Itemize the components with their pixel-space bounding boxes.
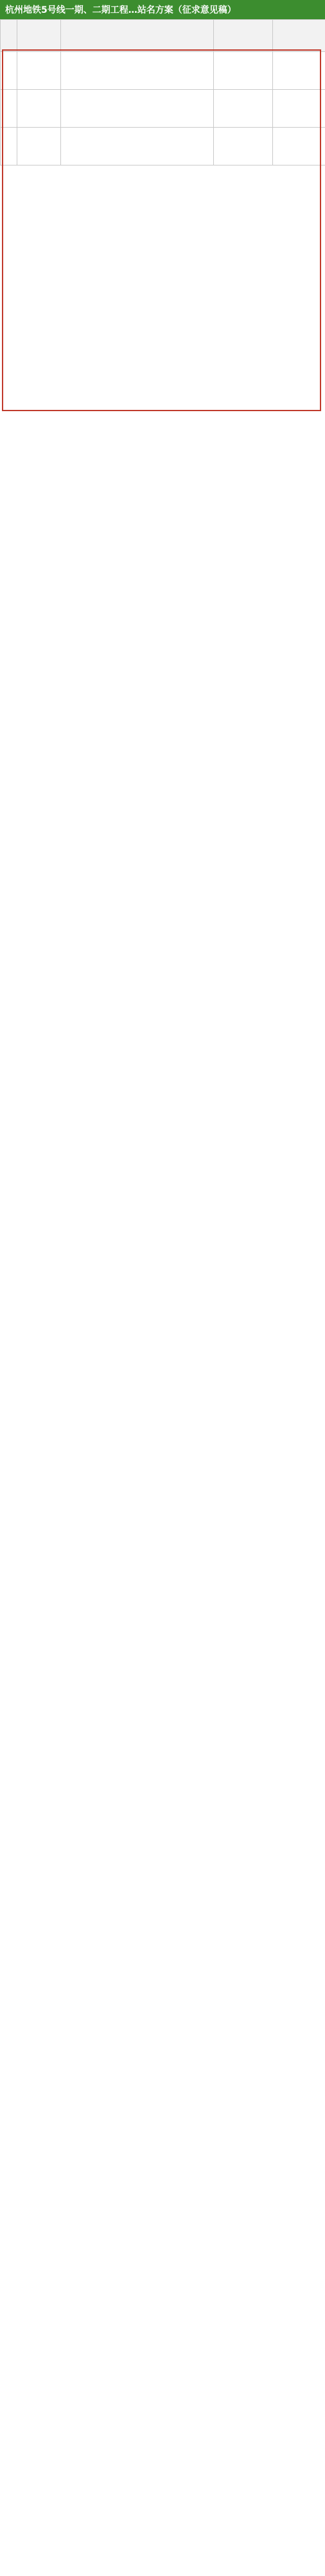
cell-recommended-name <box>214 90 273 128</box>
cell-no <box>1 52 17 90</box>
cell-location <box>61 128 214 165</box>
column-header-location <box>61 20 214 52</box>
cell-district <box>273 90 325 128</box>
table-row <box>1 128 325 165</box>
table-row <box>1 90 325 128</box>
cell-project-name <box>17 128 61 165</box>
cell-no <box>1 90 17 128</box>
cell-project-name <box>17 90 61 128</box>
column-header-district <box>273 20 325 52</box>
cell-project-name <box>17 52 61 90</box>
column-header-recommended-name <box>214 20 273 52</box>
cell-location <box>61 52 214 90</box>
cell-district <box>273 52 325 90</box>
column-header-no <box>1 20 17 52</box>
table-row <box>1 52 325 90</box>
cell-no <box>1 128 17 165</box>
column-header-project-name <box>17 20 61 52</box>
cell-district <box>273 128 325 165</box>
table-header-row <box>1 20 325 52</box>
page-title: 杭州地铁5号线一期、二期工程…站名方案（征求意见稿） <box>0 0 325 19</box>
document-page <box>0 0 325 165</box>
cell-recommended-name <box>214 128 273 165</box>
station-name-table <box>0 19 325 165</box>
cell-recommended-name <box>214 52 273 90</box>
cell-location <box>61 90 214 128</box>
